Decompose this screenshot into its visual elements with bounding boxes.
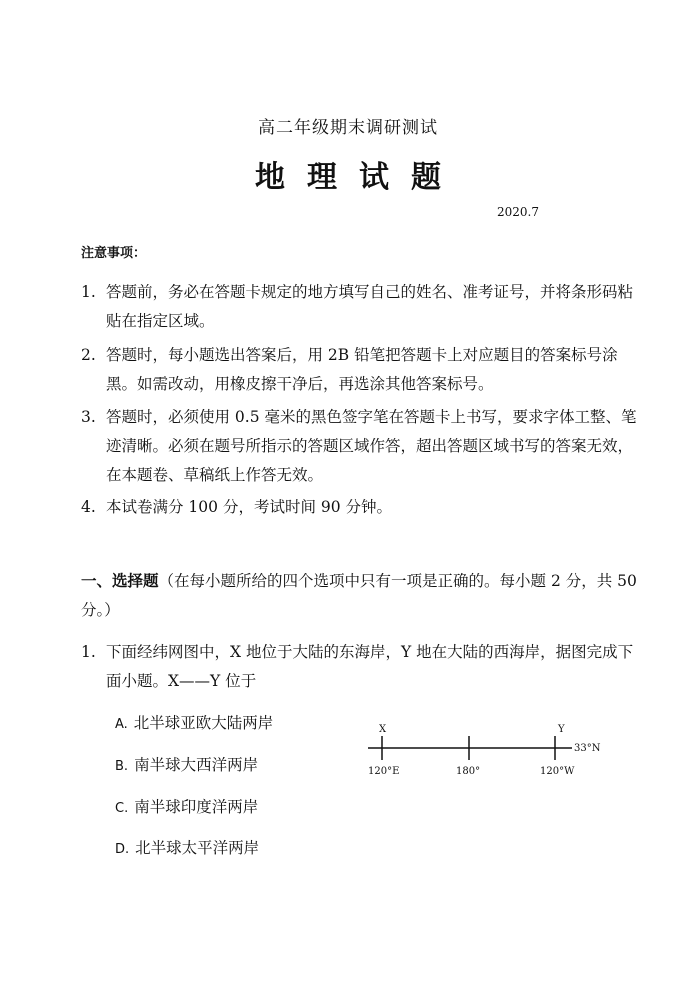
option-text: 南半球大西洋两岸 (134, 756, 259, 774)
option-key: A. (115, 717, 128, 732)
section-heading-block (81, 566, 641, 625)
option-b (115, 753, 258, 775)
notice-item-number: 1. (81, 283, 96, 301)
lon-right-label: 120°W (540, 766, 575, 777)
exam-subtitle: 高二年级期末调研测试 (258, 118, 438, 138)
lon-mid-label: 180° (456, 766, 481, 777)
section-note: （在每小题所给的四个选项中只有一项是正确的。每小题 2 分，共 50 分。） (81, 572, 637, 619)
question-stem: 下面经纬网图中，X 地位于大陆的东海岸，Y 地在大陆的西海岸，据图完成下面小题。X——Y 位于 (106, 643, 634, 690)
latitude-label: 33°N (574, 743, 601, 754)
option-key: C. (115, 801, 129, 816)
exam-title: 地理试题 (255, 160, 463, 195)
point-x-label: X (379, 724, 387, 735)
option-key: D. (115, 842, 130, 857)
notice-item-number: 2. (81, 346, 96, 364)
notice-item-text: 答题时，每小题选出答案后，用 2B 铅笔把答题卡上对应题目的答案标号涂黑。如需改动，用橡皮擦干净后，再选涂其他答案标号。 (106, 346, 618, 393)
exam-date: 2020.7 (497, 205, 539, 219)
section-heading: 一、选择题 (81, 571, 159, 590)
option-a (115, 711, 273, 733)
notice-item-text: 答题时，必须使用 0.5 毫米的黑色签字笔在答题卡上书写，要求字体工整、笔迹清晰。必须在题号所指示的答题区域作答，超出答题区域书写的答案无效，在本题卷、草稿纸上作答无效。 (106, 408, 637, 484)
notice-item-text: 答题前，务必在答题卡规定的地方填写自己的姓名、准考证号，并将条形码粘贴在指定区域。 (106, 283, 634, 330)
option-c (115, 795, 258, 817)
question-1 (81, 638, 641, 696)
question-number: 1. (81, 643, 96, 661)
notice-item-number: 4. (81, 498, 96, 516)
point-y-label: Y (558, 724, 565, 735)
notice-item-2 (81, 341, 641, 399)
notice-heading: 注意事项： (81, 246, 147, 261)
lon-left-label: 120°E (368, 766, 400, 777)
option-key: B. (115, 759, 129, 774)
option-text: 南半球印度洋两岸 (134, 798, 259, 816)
option-text: 北半球亚欧大陆两岸 (133, 714, 274, 732)
notice-item-1 (81, 278, 641, 336)
notice-item-3 (81, 403, 641, 490)
latitude-longitude-diagram (360, 718, 610, 782)
option-d (115, 836, 259, 858)
notice-item-text: 本试卷满分 100 分，考试时间 90 分钟。 (106, 498, 393, 516)
notice-item-4 (81, 493, 641, 522)
option-text: 北半球太平洋两岸 (135, 839, 260, 857)
notice-item-number: 3. (81, 408, 96, 426)
